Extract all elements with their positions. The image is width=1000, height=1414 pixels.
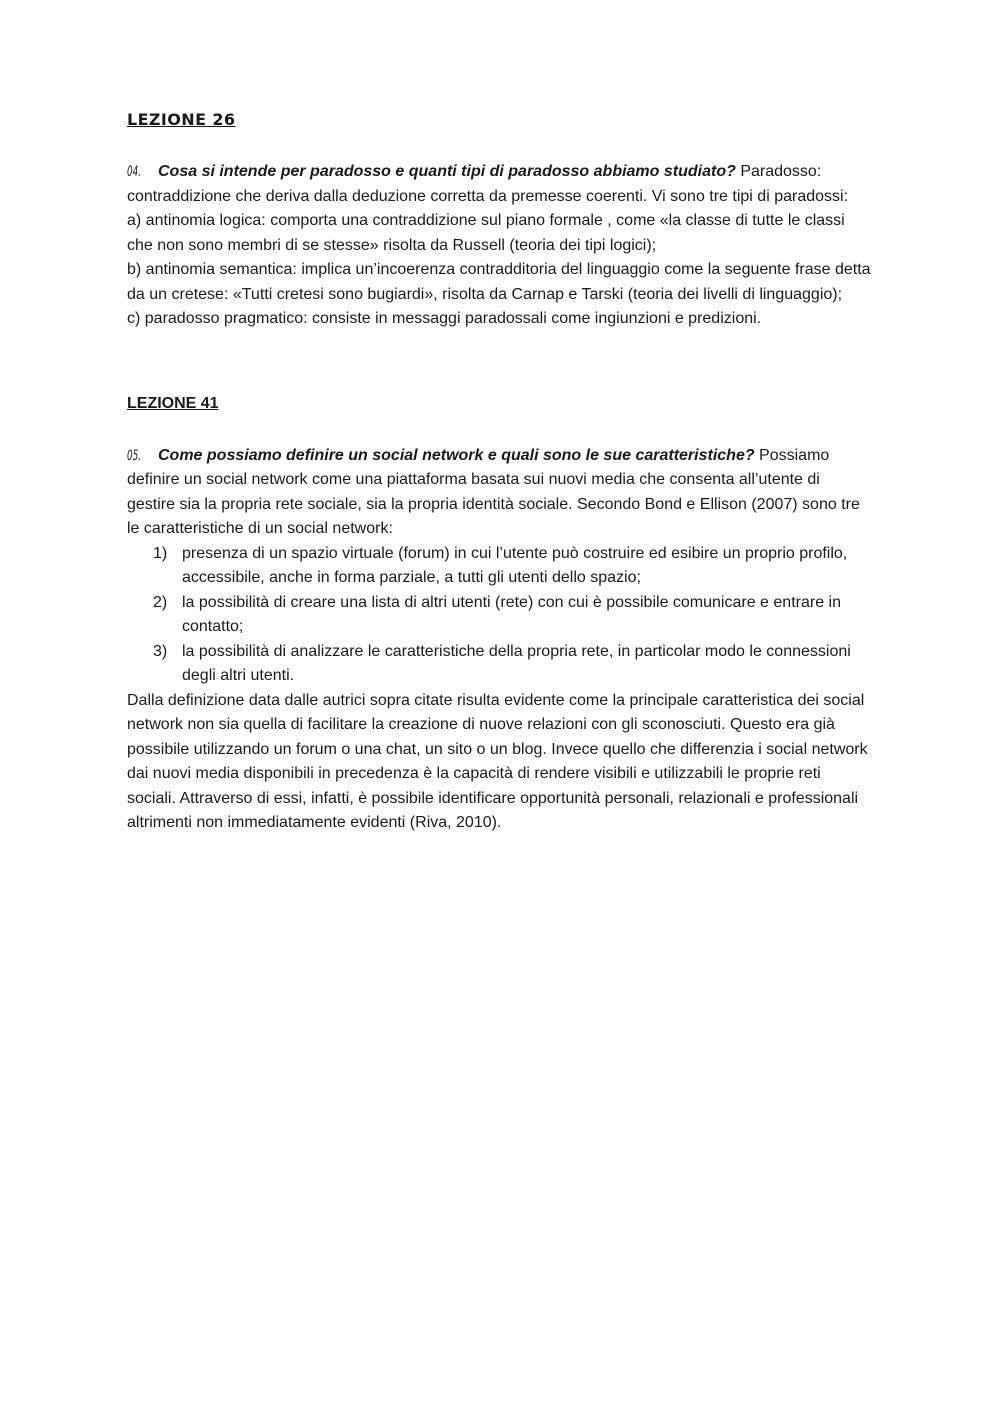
spacer [127,332,872,392]
item-label: b) [127,261,142,278]
list-item-number: 1) [153,544,168,562]
spacer [127,418,872,444]
conclusion-paragraph: Dalla definizione data dalle autrici sopra citate risulta evidente come la principale caratteristica dei social network non sia quella di facilitare la creazione di nuove relazioni con gli sconosciuti. Questo era già possibile utilizzando un forum o una chat, un sito o un blog. Invece quello che differenzia i social network dai nuovi media disponibili in precedenza è la capacità di rendere visibili e utilizzabili le proprie reti sociali. Attraverso di essi, infatti, è possibile identificare opportunità personali, relazionali e professionali altrimenti non immediatamente evidenti (Riva, 2010). [127,691,868,831]
list-item-number: 3) [153,642,168,660]
item-text: paradosso pragmatico: consiste in messaggi paradossali come ingiunzioni e predizioni. [140,310,762,327]
lesson-41-section [127,392,872,836]
spacer [127,134,872,160]
lesson-26-question-paragraph [127,160,872,209]
features-list [127,542,872,689]
paradox-item-a [127,209,872,258]
list-item [127,640,872,689]
answer-intro: Possiamo definire un social network come una piattaforma basata sui nuovi media che consenta all’utente di gestire sia la propria rete sociale, sia la propria identità sociale. Secondo Bond e Ellison (2007) sono tre le caratteristiche di un social network: [127,446,860,537]
question-number: 04. [127,164,142,180]
list-item [127,591,872,640]
answer-intro: Paradosso: contraddizione che deriva dalla deduzione corretta da premesse coerenti. Vi sono tre tipi di paradossi: [127,163,849,205]
lesson-26-title: LEZIONE 26 [127,110,236,129]
list-item-number: 2) [153,593,168,611]
item-text: antinomia logica: comporta una contraddizione sul piano formale , come «la classe di tutte le classi che non sono membri di se stesse» risolta da Russell (teoria dei tipi logici); [127,212,845,254]
list-item-text: presenza di un spazio virtuale (forum) in cui l’utente può costruire ed esibire un proprio profilo, accessibile, anche in forma parziale, a tutti gli utenti dello spazio; [182,544,848,586]
question-text: Come possiamo definire un social network e quali sono le sue caratteristiche? [158,446,755,464]
lesson-26-section [127,108,872,332]
question-number: 05. [127,447,142,464]
lesson-41-question-paragraph [127,444,872,542]
question-text: Cosa si intende per paradosso e quanti tipi di paradosso abbiamo studiato? [158,163,736,180]
lesson-41-title: LEZIONE 41 [127,394,219,412]
document-page [127,108,872,836]
paradox-item-b [127,258,872,307]
item-label: a) [127,212,142,229]
paradox-item-c [127,307,872,332]
list-item-text: la possibilità di creare una lista di altri utenti (rete) con cui è possibile comunicare e entrare in contatto; [182,593,841,635]
list-item [127,542,872,591]
list-item-text: la possibilità di analizzare le caratteristiche della propria rete, in particolar modo le connessioni degli altri utenti. [182,642,851,684]
item-label: c) [127,310,141,327]
item-text: antinomia semantica: implica un’incoerenza contradditoria del linguaggio come la seguente frase detta da un cretese: «Tutti cretesi sono bugiardi», risolta da Carnap e Tarski (teoria dei livelli di linguaggio); [127,261,871,303]
